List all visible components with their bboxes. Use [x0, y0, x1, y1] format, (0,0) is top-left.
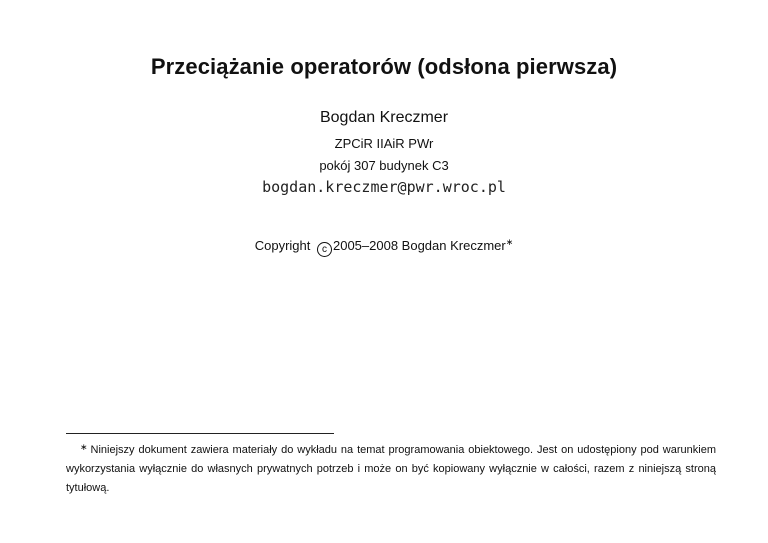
copyright-line: [0, 232, 768, 257]
copyright-footnote-marker: ∗: [505, 237, 514, 247]
footnote-text: Niniejszy dokument zawiera materiały do wykładu na temat programowania obiektowego. Jest on udostępiony pod warunkiem wykorzystania wyłącznie do własnych prywatnych potrzeb i może on być kopiowany wyłącznie w całości, razem z niniejszą stroną tytułową.: [66, 444, 716, 494]
copyright-icon: c: [317, 242, 332, 257]
copyright-text: 2005–2008 Bogdan Kreczmer: [332, 238, 506, 253]
footnote-marker: ∗: [80, 442, 88, 452]
footnote-divider: [66, 433, 334, 434]
document-title: Przeciążanie operatorów (odsłona pierwsza): [150, 54, 618, 79]
author-affiliation: ZPCiR IIAiR PWr: [334, 136, 434, 151]
copyright-prefix: Copyright: [254, 238, 311, 253]
footnote: [66, 438, 716, 498]
author-email: bogdan.kreczmer@pwr.wroc.pl: [262, 178, 506, 196]
author-room: pokój 307 budynek C3: [319, 158, 449, 173]
author-name: Bogdan Kreczmer: [319, 109, 449, 126]
